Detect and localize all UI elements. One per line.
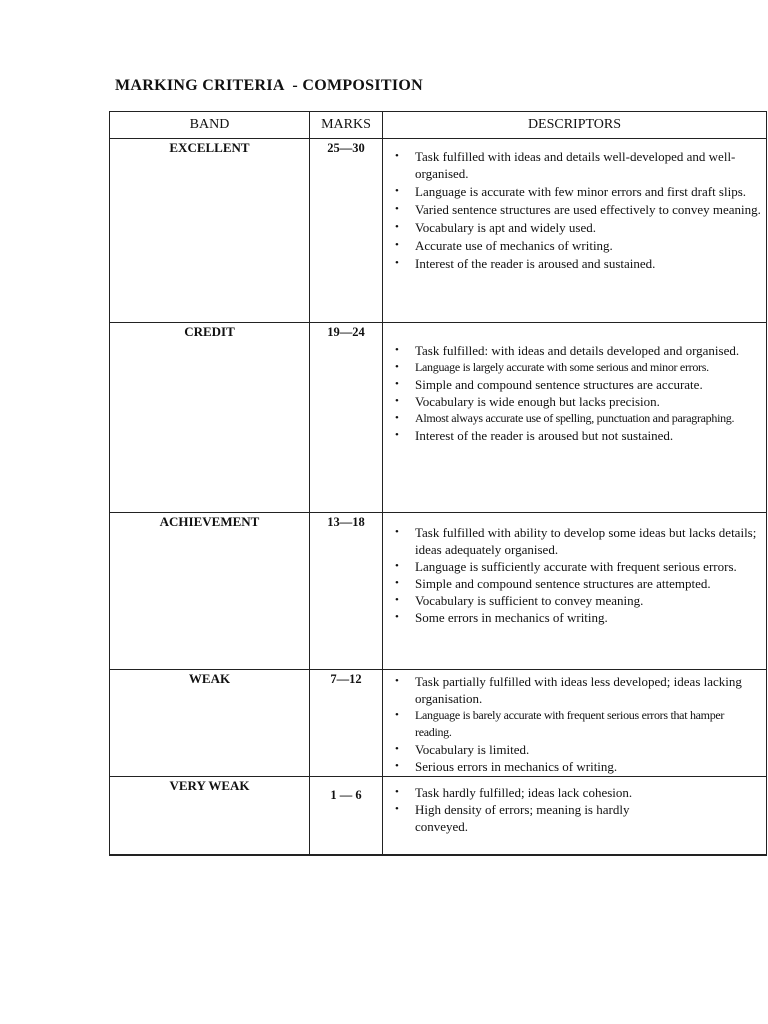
descriptor-item: • Language is largely accurate with some serious and minor errors. xyxy=(389,359,762,376)
descriptor-item: • High density of errors; meaning is hardly conveyed. xyxy=(389,801,762,835)
table-row-weak xyxy=(110,670,767,777)
descriptor-item: • Almost always accurate use of spelling, punctuation and paragraphing. xyxy=(389,410,762,427)
descriptor-item: • Language is sufficiently accurate with frequent serious errors. xyxy=(389,558,762,575)
marks-cell: 7—12 xyxy=(310,670,383,777)
marks-cell: 25—30 xyxy=(310,139,383,323)
descriptor-item: • Vocabulary is limited. xyxy=(389,741,762,758)
descriptor-item: • Accurate use of mechanics of writing. xyxy=(389,237,762,254)
table-row-achievement xyxy=(110,513,767,670)
descriptor-item: • Vocabulary is apt and widely used. xyxy=(389,219,762,236)
column-header-marks: MARKS xyxy=(310,112,383,139)
descriptor-item: • Simple and compound sentence structures are attempted. xyxy=(389,575,762,592)
marks-cell: 13—18 xyxy=(310,513,383,670)
descriptor-list xyxy=(383,670,766,775)
marking-criteria-table xyxy=(109,111,767,856)
table-row-excellent xyxy=(110,139,767,323)
descriptor-item: • Task partially fulfilled with ideas less developed; ideas lacking organisation. xyxy=(389,673,762,707)
band-cell: VERY WEAK xyxy=(110,777,310,856)
descriptor-item: • Interest of the reader is aroused but not sustained. xyxy=(389,427,762,444)
table-row-credit xyxy=(110,323,767,513)
descriptors-cell xyxy=(383,139,767,323)
descriptor-item: • Interest of the reader is aroused and sustained. xyxy=(389,255,762,272)
descriptor-item: • Vocabulary is sufficient to convey meaning. xyxy=(389,592,762,609)
column-header-band: BAND xyxy=(110,112,310,139)
descriptors-cell xyxy=(383,777,767,856)
descriptors-cell xyxy=(383,513,767,670)
descriptor-item: • Varied sentence structures are used effectively to convey meaning. xyxy=(389,201,762,218)
band-cell: WEAK xyxy=(110,670,310,777)
descriptor-list xyxy=(383,513,766,626)
descriptor-list xyxy=(383,139,766,272)
band-cell: CREDIT xyxy=(110,323,310,513)
descriptor-item: • Simple and compound sentence structures are accurate. xyxy=(389,376,762,393)
descriptor-item: • Task fulfilled: with ideas and details developed and organised. xyxy=(389,342,762,359)
descriptor-list xyxy=(383,777,766,835)
descriptor-item: • Serious errors in mechanics of writing. xyxy=(389,758,762,775)
descriptors-cell xyxy=(383,323,767,513)
band-cell: EXCELLENT xyxy=(110,139,310,323)
descriptors-cell xyxy=(383,670,767,777)
descriptor-item: • Language is barely accurate with frequent serious errors that hamper reading. xyxy=(389,707,762,741)
table-row-very-weak xyxy=(110,777,767,856)
descriptor-item: • Task hardly fulfilled; ideas lack cohesion. xyxy=(389,784,762,801)
descriptor-item: • Task fulfilled with ideas and details well-developed and well-organised. xyxy=(389,148,762,182)
column-header-descriptors: DESCRIPTORS xyxy=(383,112,767,139)
marks-cell: 1 — 6 xyxy=(310,777,383,856)
descriptor-item: • Some errors in mechanics of writing. xyxy=(389,609,762,626)
descriptor-item: • Language is accurate with few minor errors and first draft slips. xyxy=(389,183,762,200)
descriptor-item: • Vocabulary is wide enough but lacks precision. xyxy=(389,393,762,410)
table-header-row xyxy=(110,112,767,139)
descriptor-item: • Task fulfilled with ability to develop some ideas but lacks details; ideas adequately organised. xyxy=(389,524,762,558)
page-title: MARKING CRITERIA - COMPOSITION xyxy=(115,77,423,94)
band-cell: ACHIEVEMENT xyxy=(110,513,310,670)
marks-cell: 19—24 xyxy=(310,323,383,513)
descriptor-list xyxy=(383,323,766,444)
